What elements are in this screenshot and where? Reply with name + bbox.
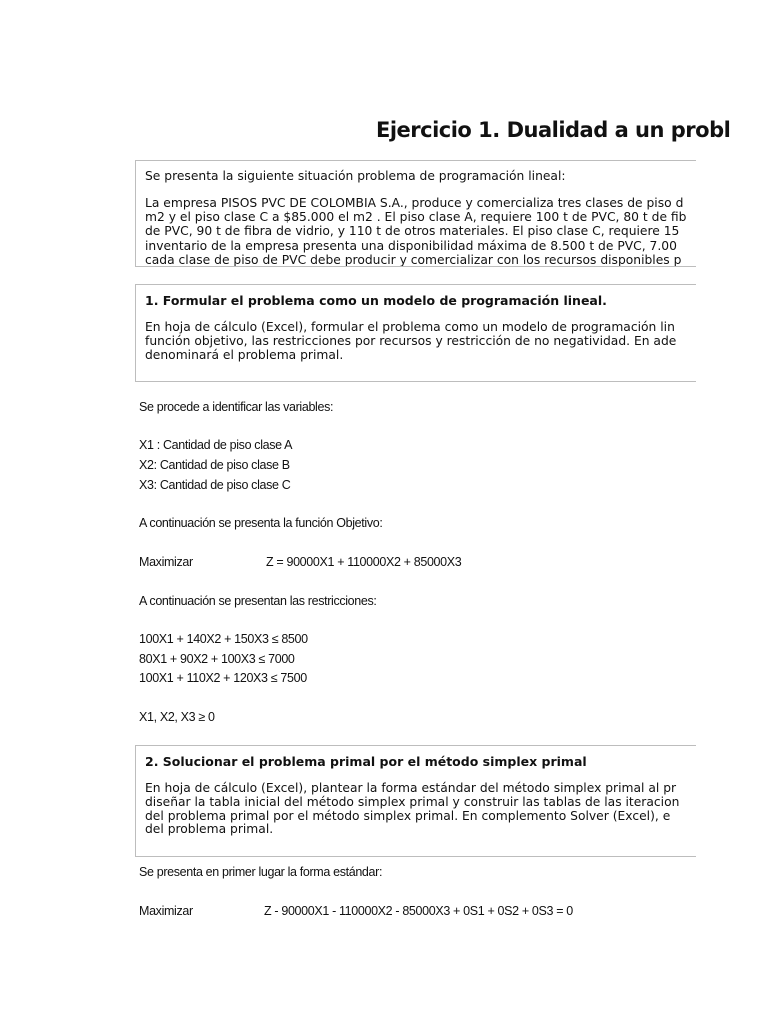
- task-1-box: [135, 284, 696, 382]
- problem-intro: Se presenta la siguiente situación problema de programación lineal:: [145, 169, 566, 183]
- task-2-line: del problema primal por el método simplex primal. En complemento Solver (Excel), e: [145, 808, 671, 823]
- constraint-2: 80X1 + 90X2 + 100X3 ≤ 7000: [139, 652, 295, 666]
- problem-line: m2 y el piso clase C a $85.000 el m2 . El piso clase A, requiere 100 t de PVC, 80 t de fib: [145, 210, 687, 225]
- page-title: Ejercicio 1. Dualidad a un probl: [376, 118, 731, 142]
- task-2-line: diseñar la tabla inicial del método simplex primal y construir las tablas de las iteracion: [145, 794, 680, 809]
- problem-line: La empresa PISOS PVC DE COLOMBIA S.A., produce y comercializa tres clases de piso d: [145, 196, 684, 210]
- objective-intro: A continuación se presenta la función Objetivo:: [139, 516, 383, 530]
- problem-statement-box: [135, 160, 696, 267]
- objective-function: Z = 90000X1 + 110000X2 + 85000X3: [266, 555, 462, 569]
- variable-x1: X1 : Cantidad de piso clase A: [139, 438, 293, 452]
- problem-line: de PVC, 90 t de fibra de vidrio, y 110 t de otros materiales. El piso clase C, requiere 15: [145, 224, 680, 239]
- maximize-label-standard: Maximizar: [139, 904, 193, 918]
- constraints-intro: A continuación se presentan las restricciones:: [139, 594, 377, 608]
- task-2-box: [135, 745, 696, 857]
- task-2-heading: 2. Solucionar el problema primal por el método simplex primal: [145, 754, 587, 769]
- task-2-line: En hoja de cálculo (Excel), plantear la forma estándar del método simplex primal al pr: [145, 781, 677, 795]
- variables-intro: Se procede a identificar las variables:: [139, 400, 334, 414]
- constraint-3: 100X1 + 110X2 + 120X3 ≤ 7500: [139, 671, 307, 685]
- non-negativity-constraint: X1, X2, X3 ≥ 0: [139, 710, 215, 724]
- standard-form-equation: Z - 90000X1 - 110000X2 - 85000X3 + 0S1 + 0S2 + 0S3 = 0: [264, 904, 573, 918]
- variable-x3: X3: Cantidad de piso clase C: [139, 478, 291, 492]
- task-1-line: función objetivo, las restricciones por recursos y restricción de no negatividad. En ade: [145, 333, 677, 348]
- maximize-label: Maximizar: [139, 555, 193, 569]
- task-1-line: En hoja de cálculo (Excel), formular el problema como un modelo de programación lin: [145, 320, 675, 334]
- problem-line: inventario de la empresa presenta una disponibilidad máxima de 8.500 t de PVC, 7.00: [145, 238, 677, 253]
- variable-x2: X2: Cantidad de piso clase B: [139, 458, 290, 472]
- constraint-1: 100X1 + 140X2 + 150X3 ≤ 8500: [139, 632, 308, 646]
- task-2-line: del problema primal.: [145, 822, 274, 837]
- task-1-line: denominará el problema primal.: [145, 347, 344, 362]
- problem-line: cada clase de piso de PVC debe producir y comercializar con los recursos disponibles p: [145, 252, 682, 267]
- task-1-heading: 1. Formular el problema como un modelo de programación lineal.: [145, 293, 607, 308]
- standard-form-intro: Se presenta en primer lugar la forma estándar:: [139, 865, 383, 879]
